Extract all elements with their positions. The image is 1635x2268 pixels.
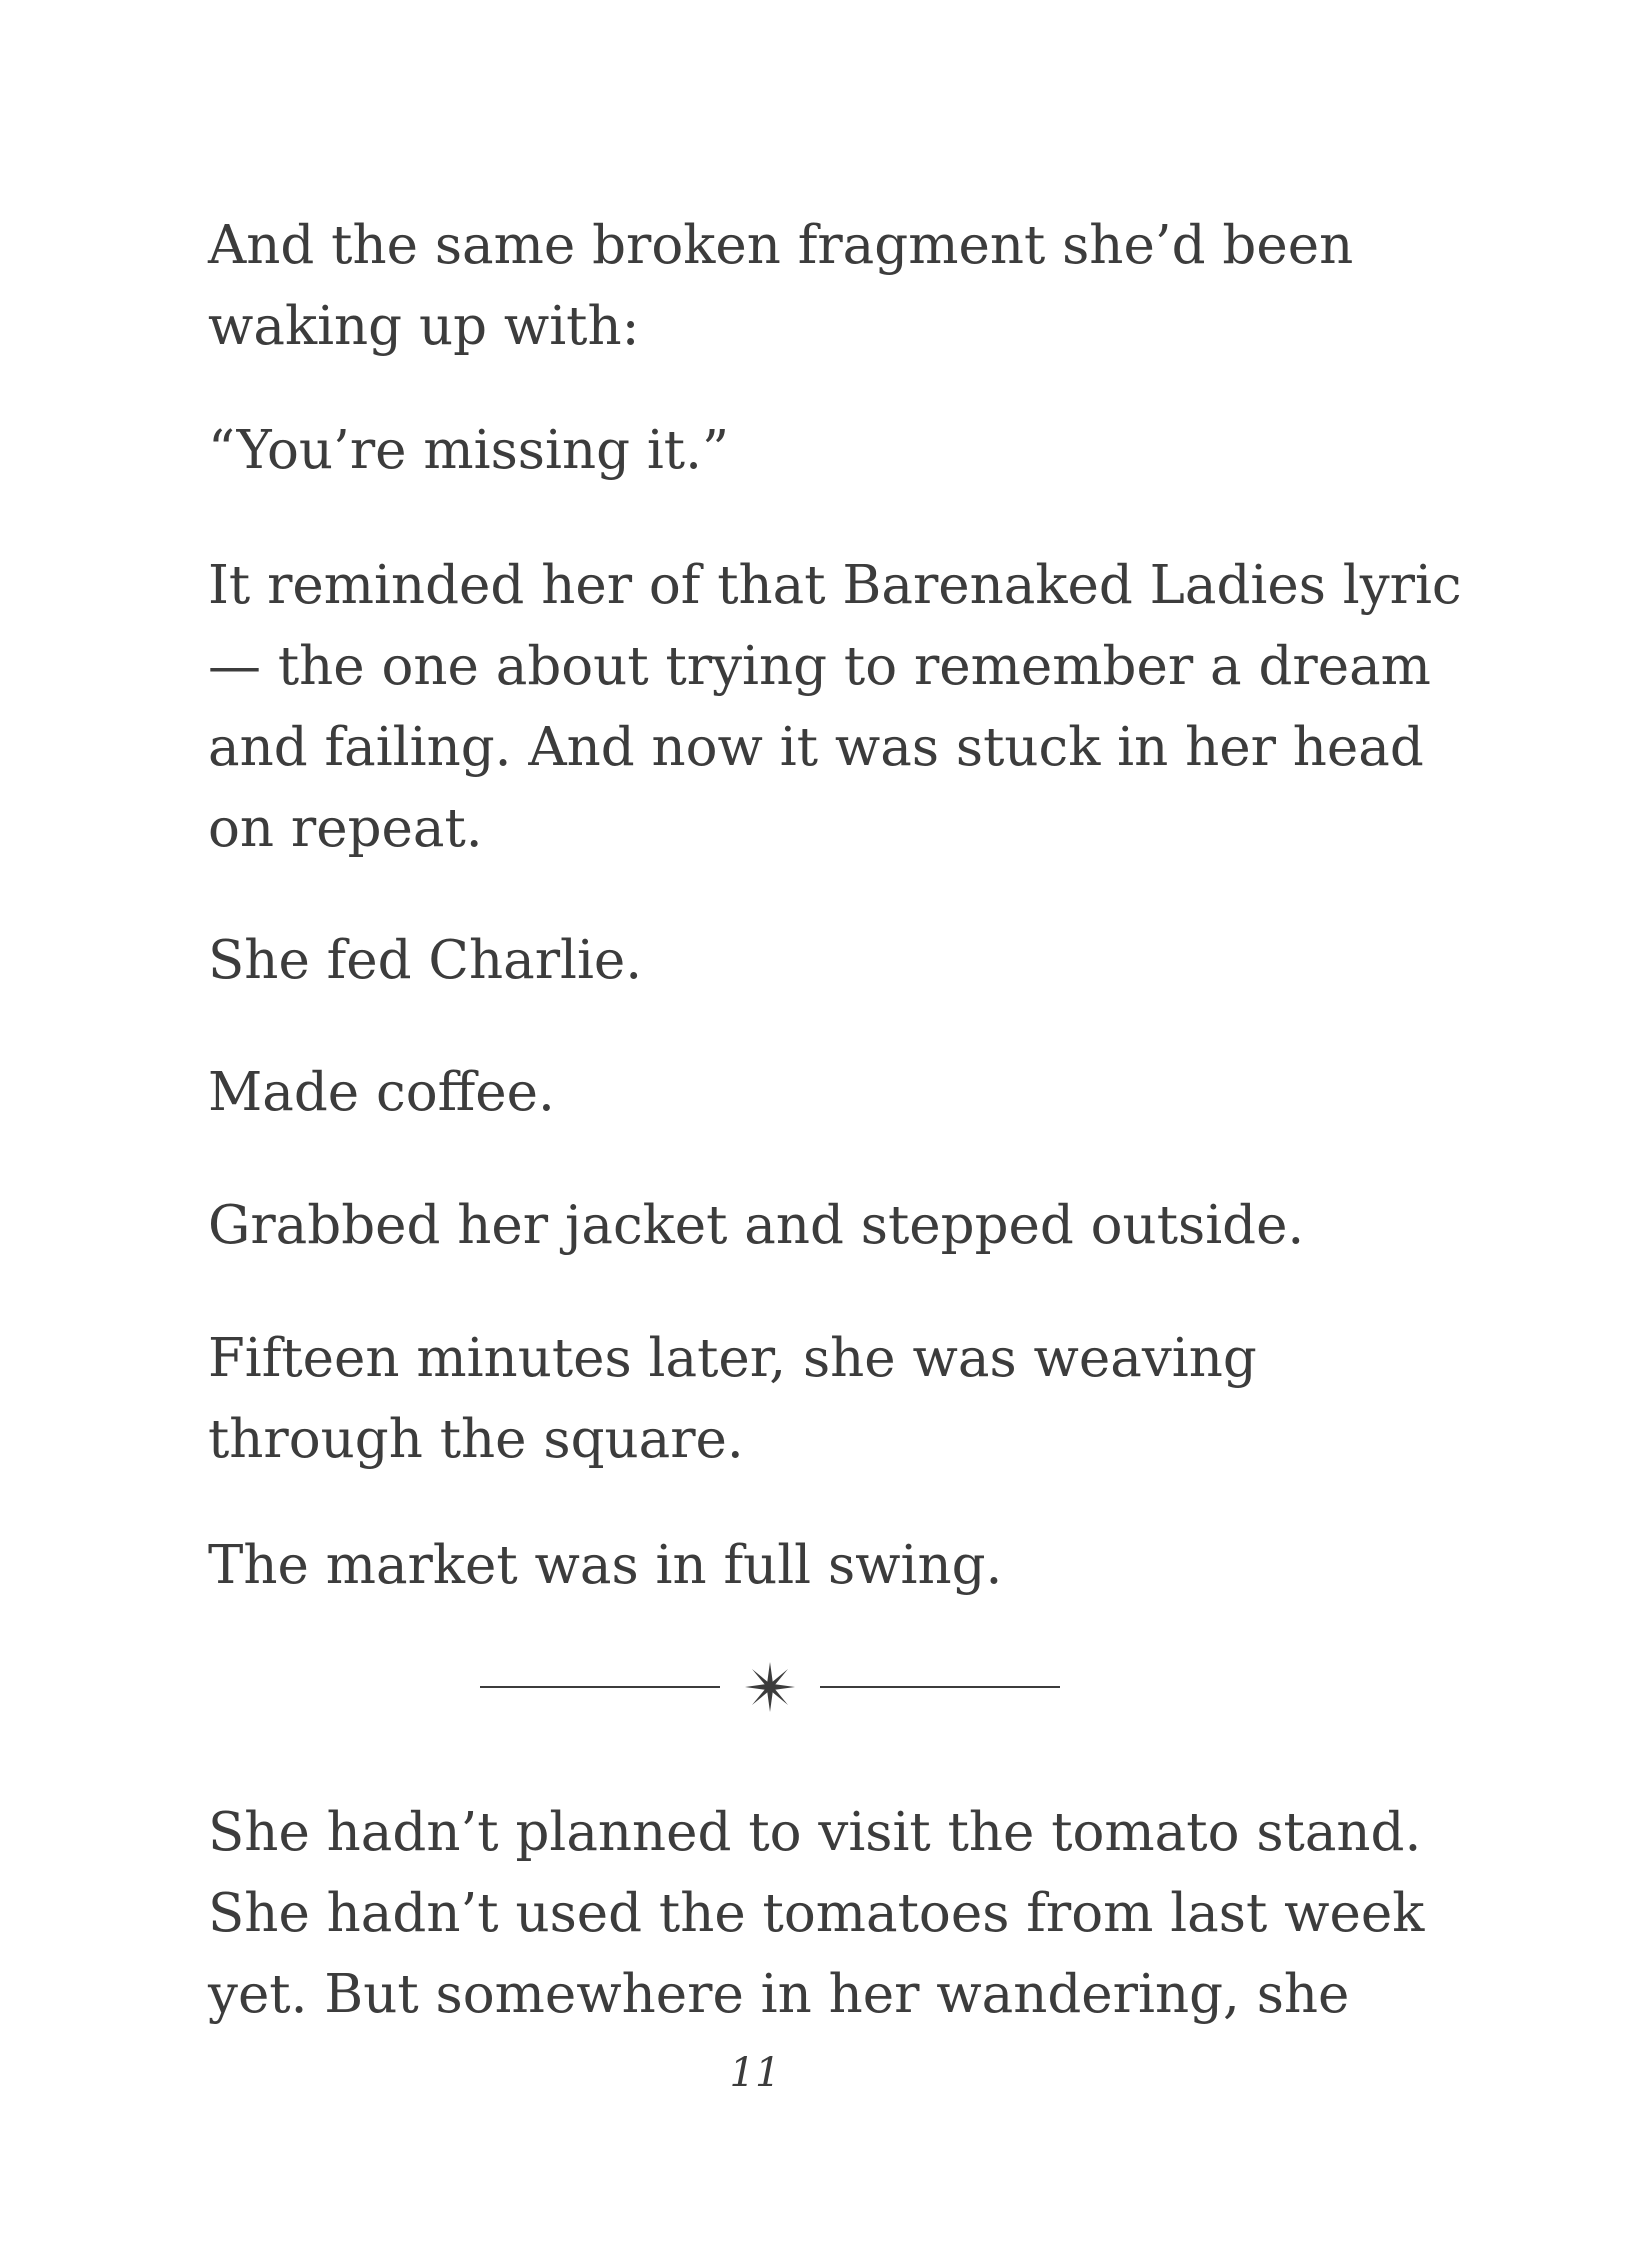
- paragraph: [208, 545, 1462, 869]
- paragraph: [208, 1792, 1425, 2035]
- page-number: 11: [729, 2050, 781, 2096]
- paragraph: [208, 205, 1368, 367]
- divider-rule-right: [820, 1686, 1060, 1688]
- text-line: yet. But somewhere in her wandering, she: [208, 1964, 1350, 2025]
- paragraph: [208, 1525, 1368, 1606]
- section-divider: [480, 1652, 1060, 1722]
- text-line: The market was in full swing.: [208, 1535, 1003, 1596]
- text-line: Made coffee.: [208, 1062, 555, 1123]
- paragraph: [208, 920, 1368, 1001]
- eight-point-star-icon: [743, 1660, 797, 1714]
- text-line: And the same broken fragment she’d been: [208, 215, 1354, 276]
- divider-rule-left: [480, 1686, 720, 1688]
- text-line: — the one about trying to remember a dream: [208, 636, 1431, 697]
- text-line: “You’re missing it.”: [208, 420, 730, 481]
- text-line: She hadn’t used the tomatoes from last week: [208, 1883, 1425, 1944]
- text-line: on repeat.: [208, 798, 483, 859]
- text-line: Fifteen minutes later, she was weaving: [208, 1328, 1257, 1389]
- paragraph: [208, 1185, 1368, 1266]
- text-line: It reminded her of that Barenaked Ladies lyric: [208, 555, 1462, 616]
- text-line: through the square.: [208, 1409, 744, 1470]
- text-line: and failing. And now it was stuck in her head: [208, 717, 1424, 778]
- paragraph: [208, 410, 1368, 491]
- text-line: She hadn’t planned to visit the tomato stand.: [208, 1802, 1422, 1863]
- text-line: She fed Charlie.: [208, 930, 643, 991]
- text-line: Grabbed her jacket and stepped outside.: [208, 1195, 1305, 1256]
- paragraph: [208, 1052, 1368, 1133]
- text-line: waking up with:: [208, 296, 640, 357]
- paragraph: [208, 1318, 1368, 1480]
